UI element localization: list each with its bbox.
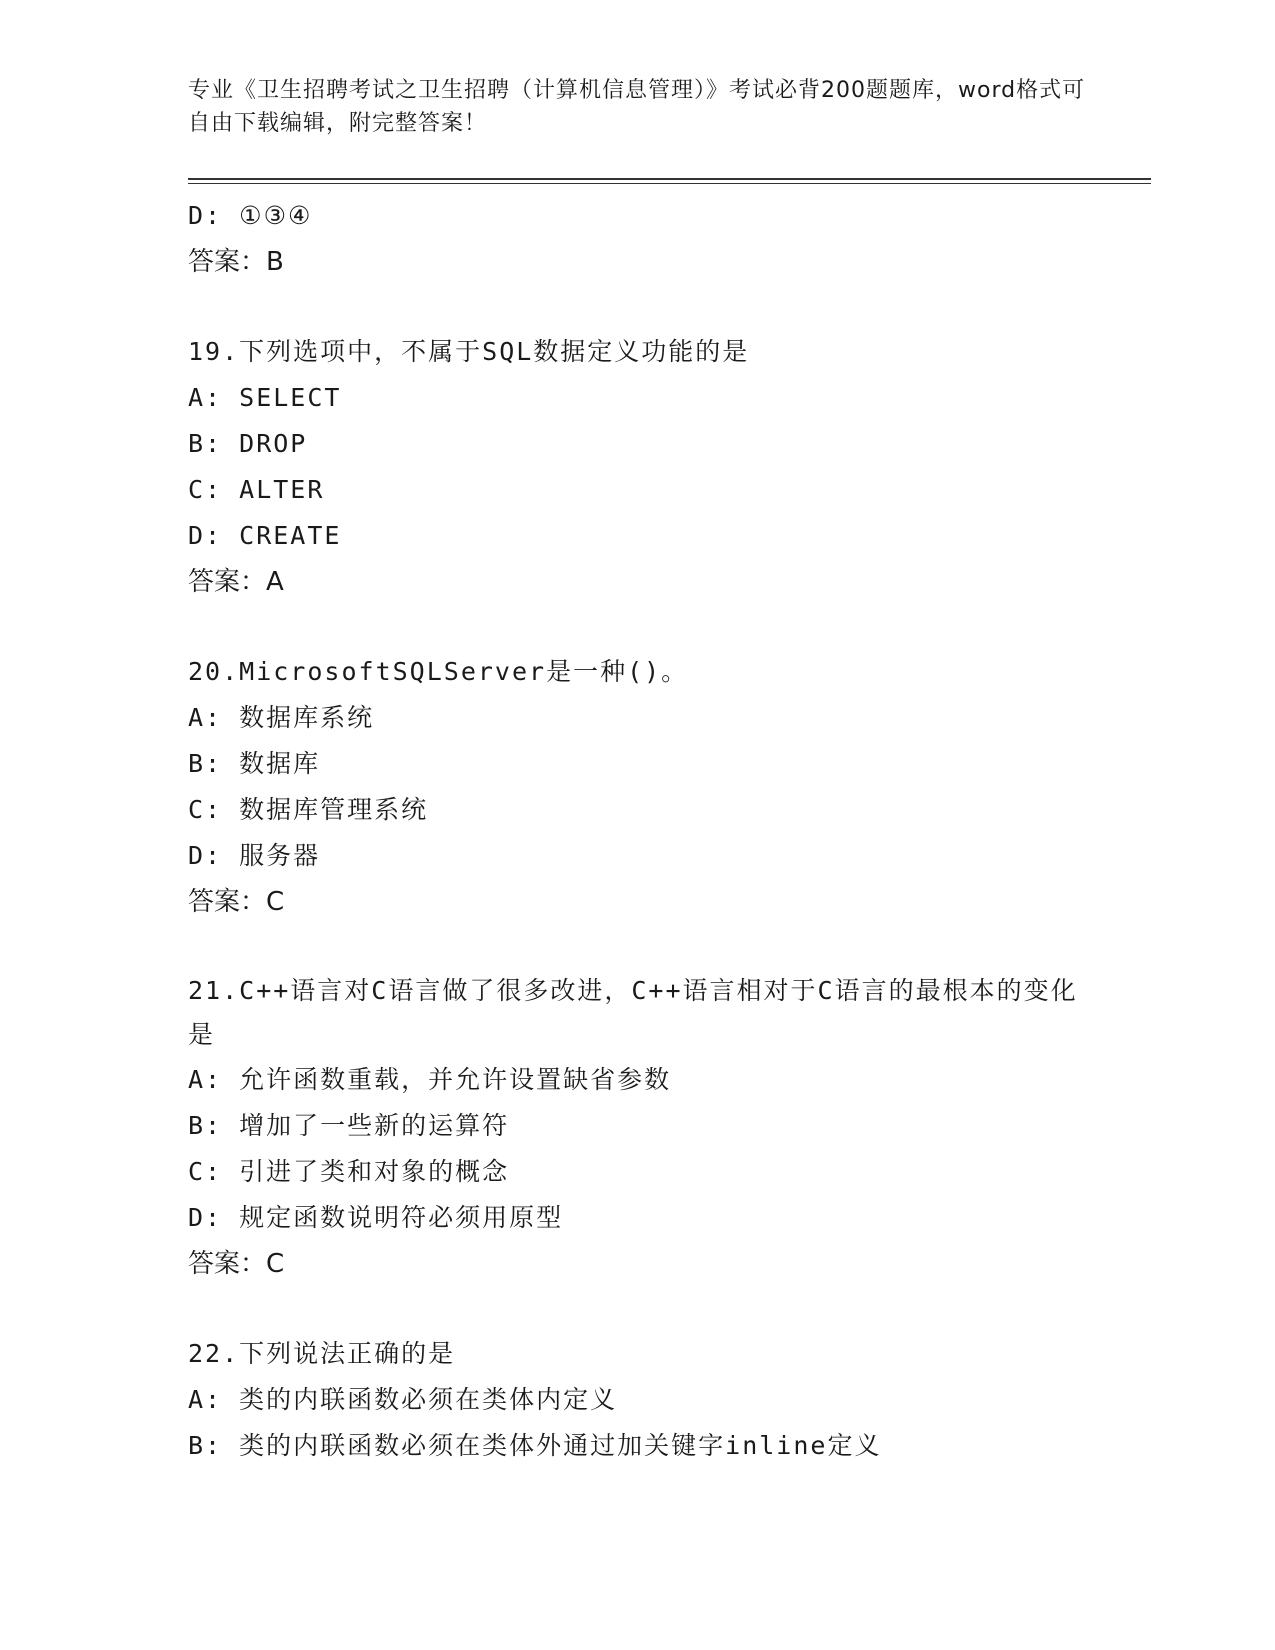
q19-option-b: B: DROP bbox=[188, 429, 308, 458]
q21-option-d: D: 规定函数说明符必须用原型 bbox=[188, 1203, 564, 1232]
q21-option-b: B: 增加了一些新的运算符 bbox=[188, 1111, 510, 1140]
q21-option-c: C: 引进了类和对象的概念 bbox=[188, 1157, 510, 1186]
q21-answer: 答案：C bbox=[188, 1249, 285, 1279]
header-divider-thick bbox=[188, 178, 1151, 180]
q19-option-d: D: CREATE bbox=[188, 521, 342, 550]
q20-option-a: A: 数据库系统 bbox=[188, 703, 375, 732]
q21-option-a: A: 允许函数重载，并允许设置缺省参数 bbox=[188, 1065, 672, 1094]
q19-option-c: C: ALTER bbox=[188, 475, 325, 504]
q20-answer: 答案：C bbox=[188, 887, 285, 917]
document-header: 专业《卫生招聘考试之卫生招聘（计算机信息管理）》考试必背200题题库，word格式可自由下载编辑，附完整答案！ bbox=[188, 78, 1086, 136]
question-19: 19.下列选项中，不属于SQL数据定义功能的是 bbox=[188, 337, 750, 366]
question-content bbox=[188, 193, 1088, 1469]
prev-answer: 答案：B bbox=[188, 247, 284, 277]
spacer bbox=[188, 605, 1088, 649]
question-21: 21.C++语言对C语言做了很多改进，C++语言相对于C语言的最根本的变化是 bbox=[188, 976, 1078, 1049]
q22-option-a: A: 类的内联函数必须在类体内定义 bbox=[188, 1385, 618, 1414]
q20-option-c: C: 数据库管理系统 bbox=[188, 795, 429, 824]
q19-option-a: A: SELECT bbox=[188, 383, 342, 412]
spacer bbox=[188, 285, 1088, 329]
prev-option-d: D: ①③④ bbox=[188, 201, 313, 230]
spacer bbox=[188, 1287, 1088, 1331]
question-20: 20.MicrosoftSQLServer是一种()。 bbox=[188, 657, 689, 686]
question-22: 22.下列说法正确的是 bbox=[188, 1339, 456, 1368]
q19-answer: 答案：A bbox=[188, 567, 284, 597]
q22-option-b: B: 类的内联函数必须在类体外通过加关键字inline定义 bbox=[188, 1431, 882, 1460]
spacer bbox=[188, 925, 1088, 969]
header-divider-thin bbox=[188, 183, 1151, 184]
q20-option-d: D: 服务器 bbox=[188, 841, 321, 870]
q20-option-b: B: 数据库 bbox=[188, 749, 321, 778]
